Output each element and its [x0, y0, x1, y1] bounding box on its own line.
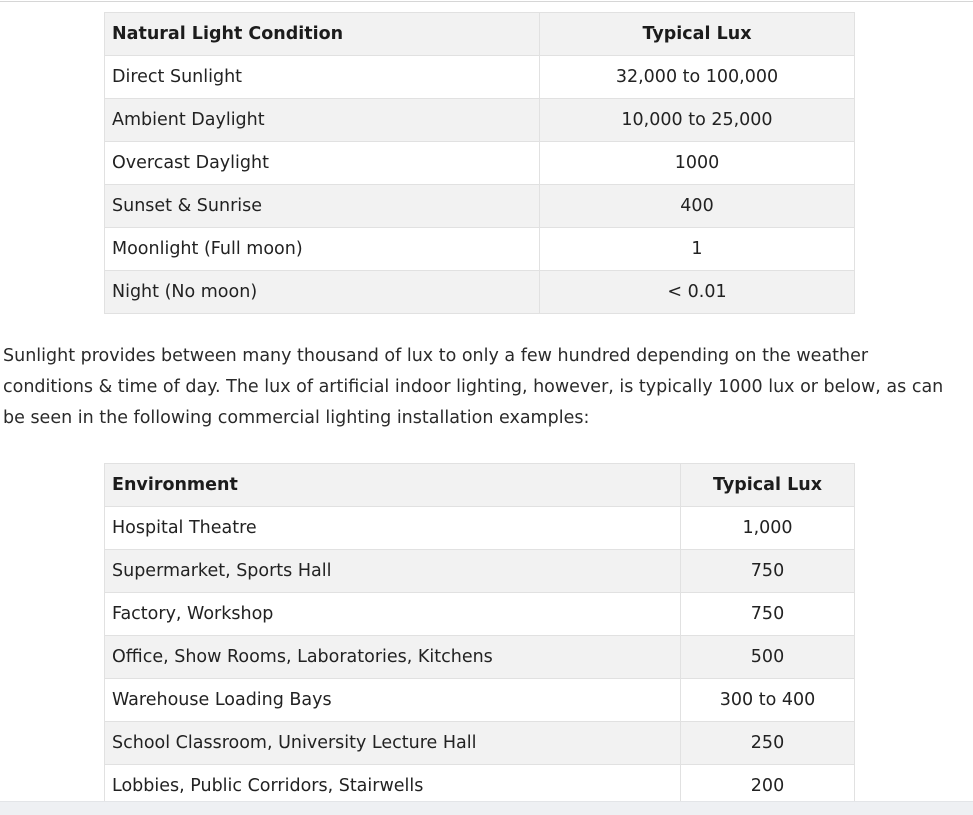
top-divider: [0, 1, 973, 2]
commercial-lighting-table: [104, 463, 855, 808]
column-header-lux: Typical Lux: [540, 13, 855, 56]
lux-cell: 750: [681, 593, 855, 636]
table-row: [105, 507, 855, 550]
condition-cell: Sunset & Sunrise: [105, 185, 540, 228]
environment-cell: Warehouse Loading Bays: [105, 679, 681, 722]
body-paragraph: Sunlight provides between many thousand of lux to only a few hundred depending on the weather conditions & time of day. The lux of artificial indoor lighting, however, is typically 1000 lux or below, as can be seen in the following commercial lighting installation examples:: [3, 346, 944, 428]
table-row: [105, 593, 855, 636]
lux-cell: 1,000: [681, 507, 855, 550]
condition-cell: Overcast Daylight: [105, 142, 540, 185]
natural-light-table: [104, 12, 855, 314]
table-row: [105, 271, 855, 314]
condition-cell: Moonlight (Full moon): [105, 228, 540, 271]
lux-cell: 750: [681, 550, 855, 593]
condition-cell: Ambient Daylight: [105, 99, 540, 142]
table-row: [105, 679, 855, 722]
environment-cell: Supermarket, Sports Hall: [105, 550, 681, 593]
table-row: [105, 722, 855, 765]
environment-cell: School Classroom, University Lecture Hall: [105, 722, 681, 765]
condition-cell: Night (No moon): [105, 271, 540, 314]
table-row: [105, 185, 855, 228]
lux-cell: 400: [540, 185, 855, 228]
condition-cell: Direct Sunlight: [105, 56, 540, 99]
table-header-row: [105, 13, 855, 56]
table-row: [105, 99, 855, 142]
lux-cell: 10,000 to 25,000: [540, 99, 855, 142]
lux-cell: 300 to 400: [681, 679, 855, 722]
table-row: [105, 228, 855, 271]
table-row: [105, 56, 855, 99]
column-header-environment: Environment: [105, 464, 681, 507]
environment-cell: Office, Show Rooms, Laboratories, Kitchens: [105, 636, 681, 679]
column-header-condition: Natural Light Condition: [105, 13, 540, 56]
lux-cell: < 0.01: [540, 271, 855, 314]
column-header-lux: Typical Lux: [681, 464, 855, 507]
table-row: [105, 142, 855, 185]
lux-cell: 1: [540, 228, 855, 271]
bottom-bar: [0, 801, 973, 815]
lux-cell: 500: [681, 636, 855, 679]
lux-cell: 32,000 to 100,000: [540, 56, 855, 99]
lux-cell: 1000: [540, 142, 855, 185]
environment-cell: Hospital Theatre: [105, 507, 681, 550]
table-header-row: [105, 464, 855, 507]
lux-cell: 200: [681, 765, 855, 808]
environment-cell: Factory, Workshop: [105, 593, 681, 636]
lux-cell: 250: [681, 722, 855, 765]
environment-cell: Lobbies, Public Corridors, Stairwells: [105, 765, 681, 808]
table-row: [105, 550, 855, 593]
table-row: [105, 636, 855, 679]
